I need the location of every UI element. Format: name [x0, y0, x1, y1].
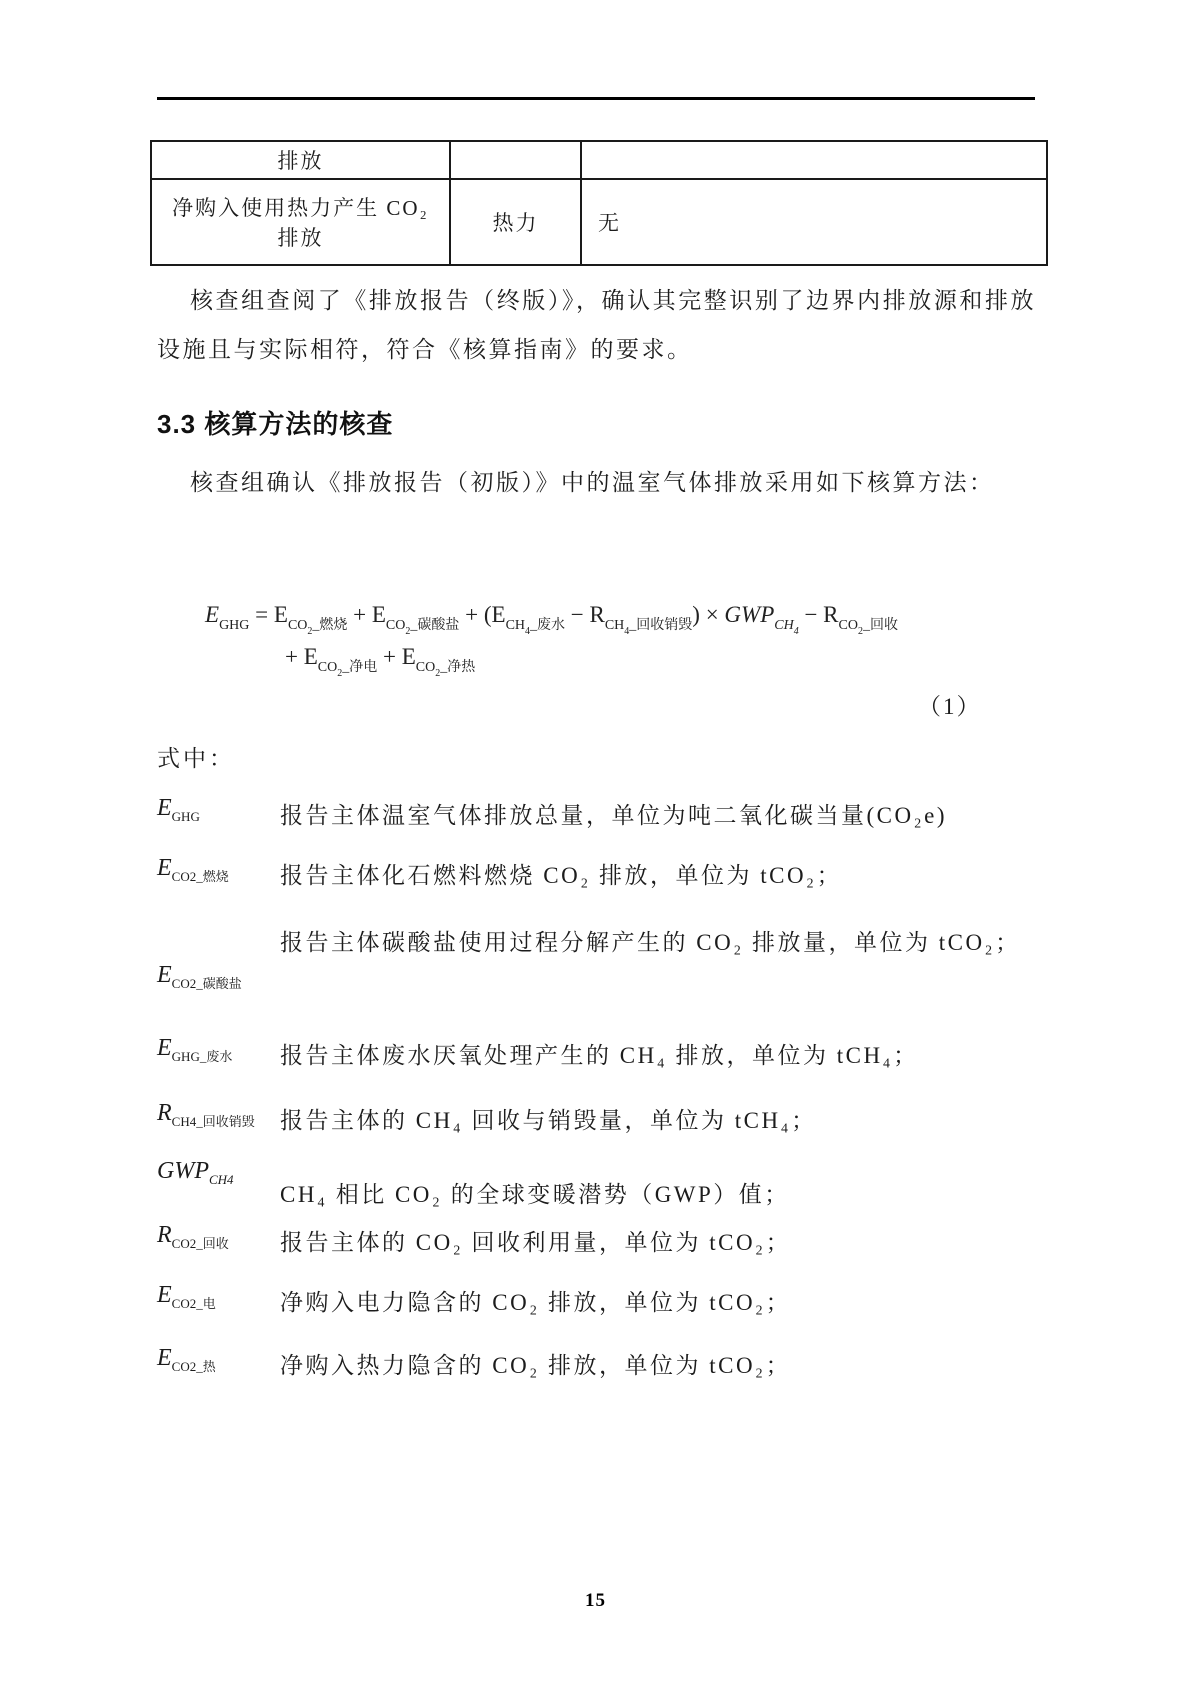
definition-symbol [157, 1158, 280, 1185]
definition-symbol [157, 1282, 280, 1309]
definition-desc: 报告主体化石燃料燃烧 CO₂ 排放，单位为 tCO₂； [280, 863, 843, 888]
ghg-formula [205, 602, 898, 679]
table-cell-category [450, 141, 581, 179]
paragraph-final-report-review: 核查组查阅了《排放报告（终版）》，确认其完整识别了边界内排放源和排放设施且与实际相符，符合《核算指南》的要求。 [157, 288, 1036, 362]
definition-symbol [157, 1100, 280, 1127]
symbol-base: E [157, 855, 172, 881]
symbol-base: E [157, 1282, 172, 1308]
definition-row [157, 1100, 1039, 1142]
definition-row [157, 855, 1039, 897]
symbol-base: E [157, 962, 172, 988]
table-cell-source: 净购入使用热力产生 CO₂ 排放 [151, 179, 450, 265]
definition-row [157, 1035, 1039, 1077]
definition-desc: 报告主体碳酸盐使用过程分解产生的 CO₂ 排放量，单位为 tCO₂； [280, 930, 1021, 955]
symbol-base: GWP [157, 1158, 209, 1184]
formula-line-1: $E_{GHG} = E_{CO2\_燃烧} + E_{CO2\_碳酸盐} + (E_{CH4\_废水} - R_{CH4\_回收销毁}) \times GWP_{CH4} - R_{CO2\_回收}$ [205, 602, 898, 637]
symbol-sub: CH4_回收销毁 [171, 1114, 255, 1129]
emissions-source-table [150, 140, 1048, 266]
formula-line-2: + $E_{CO2\_净电} + E_{CO2\_净热}$ [285, 644, 476, 679]
table-cell-value: 无 [581, 179, 1047, 265]
section-heading: 3.3 核算方法的核查 [157, 409, 394, 439]
symbol-sub: CO2_燃烧 [171, 869, 229, 884]
definition-desc: 净购入电力隐含的 CO₂ 排放，单位为 tCO₂； [280, 1290, 792, 1315]
symbol-base: E [157, 795, 172, 821]
definition-symbol [157, 962, 280, 989]
definition-row [157, 795, 1039, 837]
paragraph-method-intro: 核查组确认《排放报告（初版）》中的温室气体排放采用如下核算方法： [190, 470, 995, 495]
table-row [151, 141, 1047, 179]
definition-desc: 报告主体温室气体排放总量，单位为吨二氧化碳当量(CO₂e) [280, 803, 947, 828]
definition-desc: 报告主体废水厌氧处理产生的 CH₄ 排放，单位为 tCH₄； [280, 1043, 919, 1068]
symbol-sub: CO2_热 [171, 1359, 216, 1374]
definition-desc: CH₄ 相比 CO₂ 的全球变暖潜势（GWP）值； [280, 1182, 790, 1207]
definition-row [157, 1158, 1039, 1216]
symbol-sub: CO2_碳酸盐 [171, 976, 242, 991]
symbol-sub: CO2_回收 [171, 1236, 229, 1251]
definition-row [157, 1345, 1039, 1387]
formula-intro-label: 式中： [157, 746, 235, 771]
formula-number: （1） [918, 694, 982, 719]
definition-symbol [157, 1035, 280, 1062]
definition-desc: 报告主体的 CH₄ 回收与销毁量，单位为 tCH₄； [280, 1108, 817, 1133]
header-rule [157, 97, 1035, 100]
symbol-sub: CO2_电 [171, 1296, 216, 1311]
symbol-base: R [157, 1222, 172, 1248]
symbol-base: R [157, 1100, 172, 1126]
definition-row [157, 1222, 1039, 1264]
page-number: 15 [585, 1590, 606, 1611]
symbol-sub: GHG_废水 [171, 1049, 233, 1064]
symbol-sub: CH4 [208, 1172, 234, 1187]
definition-desc: 净购入热力隐含的 CO₂ 排放，单位为 tCO₂； [280, 1353, 792, 1378]
symbol-base: E [157, 1345, 172, 1371]
table-cell-value [581, 141, 1047, 179]
definition-desc: 报告主体的 CO₂ 回收利用量，单位为 tCO₂； [280, 1230, 792, 1255]
table-row [151, 179, 1047, 265]
symbol-base: E [157, 1035, 172, 1061]
definition-symbol [157, 855, 280, 882]
definition-symbol [157, 1345, 280, 1372]
symbol-sub: GHG [171, 809, 200, 824]
definition-symbol [157, 1222, 280, 1249]
definition-row [157, 910, 1039, 989]
table-cell-category: 热力 [450, 179, 581, 265]
definition-row [157, 1282, 1039, 1324]
table-cell-source: 排放 [151, 141, 450, 179]
definition-symbol [157, 795, 280, 822]
